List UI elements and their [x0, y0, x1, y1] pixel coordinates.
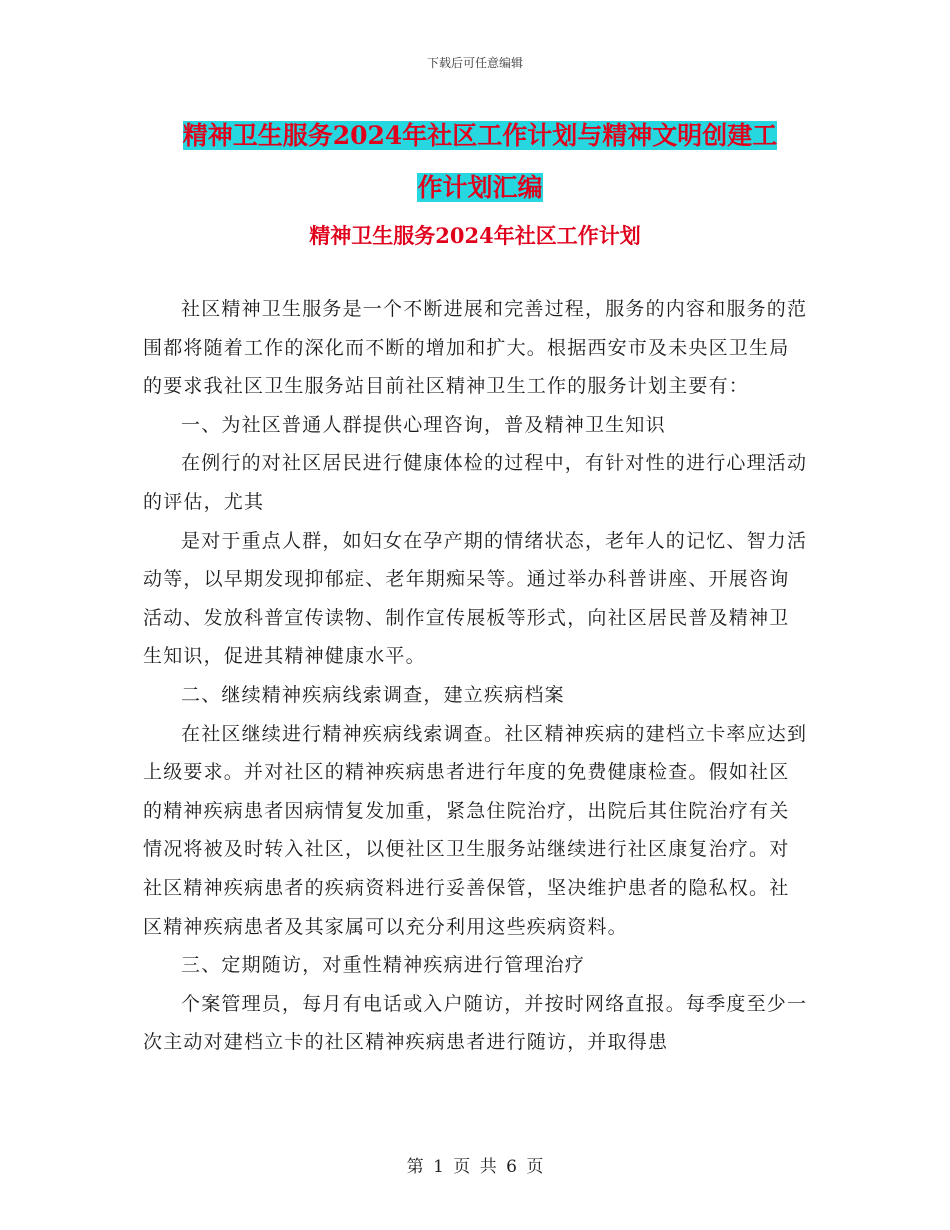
title-line-2: 作计划汇编	[417, 173, 543, 202]
document-title	[150, 110, 810, 214]
header-note: 下载后可任意编辑	[426, 56, 523, 70]
document-body	[143, 290, 808, 1062]
section-title: 精神卫生服务2024年社区工作计划	[309, 223, 641, 248]
page-number-footer: 第 1 页 共 6 页	[406, 1157, 544, 1177]
title-line-1: 精神卫生服务2024年社区工作计划与精神文明创建工	[182, 121, 778, 150]
paragraph-heading: 三、定期随访，对重性精神疾病进行管理治疗	[181, 954, 586, 977]
paragraph: 在社区继续进行精神疾病线索调查。社区精神疾病的建档立卡率应达到上级要求。并对社区的精神疾病患者进行年度的免费健康检查。假如社区的精神疾病患者因病情复发加重，紧急住院治疗，出院后其住院治疗有关情况将被及时转入社区，以便社区卫生服务站继续进行社区康复治疗。对社区精神疾病患者的疾病资料进行妥善保管，坚决维护患者的隐私权。社区精神疾病患者及其家属可以充分利用这些疾病资料。	[143, 722, 808, 938]
paragraph: 是对于重点人群，如妇女在孕产期的情绪状态，老年人的记忆、智力活动等，以早期发现抑郁症、老年期痴呆等。通过举办科普讲座、开展咨询活动、发放科普宣传读物、制作宣传展板等形式，向社区居民普及精神卫生知识，促进其精神健康水平。	[143, 529, 808, 668]
paragraph-heading: 一、为社区普通人群提供心理咨询，普及精神卫生知识	[181, 413, 666, 436]
paragraph-heading: 二、继续精神疾病线索调查，建立疾病档案	[181, 683, 565, 706]
paragraph: 个案管理员，每月有电话或入户随访，并按时网络直报。每季度至少一次主动对建档立卡的社区精神疾病患者进行随访，并取得患	[143, 992, 808, 1054]
paragraph: 在例行的对社区居民进行健康体检的过程中，有针对性的进行心理活动的评估，尤其	[143, 452, 808, 513]
paragraph: 社区精神卫生服务是一个不断进展和完善过程，服务的内容和服务的范围都将随着工作的深化而不断的增加和扩大。根据西安市及未央区卫生局的要求我社区卫生服务站目前社区精神卫生工作的服务计划主要有：	[143, 298, 808, 398]
